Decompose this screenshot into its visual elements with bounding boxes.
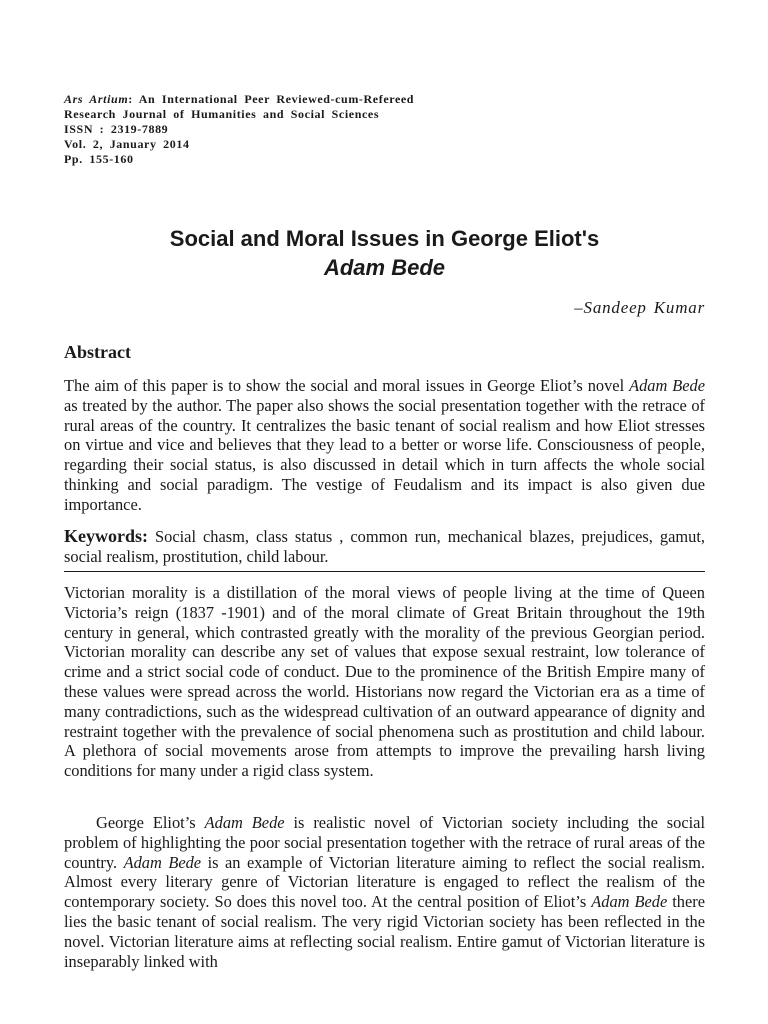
body-p2-novel-title-3: Adam Bede <box>591 892 668 912</box>
paper-author: –Sandeep Kumar <box>574 298 705 317</box>
journal-name: Ars Artium <box>64 92 129 106</box>
body-p2-part-b: is realistic novel of Victorian society including the social problem of highlighting the poor social presentation together with the retrace of rural areas of the country. <box>64 813 706 872</box>
paper-title <box>64 224 705 282</box>
journal-issn: ISSN : 2319-7889 <box>64 122 169 136</box>
journal-volume: Vol. 2, January 2014 <box>64 137 190 151</box>
body-p2-novel-title-2: Adam Bede <box>123 852 202 872</box>
keywords-label: Keywords: <box>64 526 148 546</box>
journal-subtitle-line: Research Journal of Humanities and Social Sciences <box>64 107 380 121</box>
body-paragraph-2 <box>64 813 705 971</box>
abstract-text-part2: as treated by the author. The paper also shows the social presentation together with the retrace of rural areas of the country. It centralizes the basic tenant of social realism and how Eliot stresses on virtue and vice and believes that they lead to a better or worse life. Consciousness of people, regarding their social status, is also discussed in detail which in turn affects the whole social thinking and social paradigm. The vestige of Feudalism and its impact is also given due importance. <box>64 395 705 514</box>
abstract-text <box>64 376 705 515</box>
body-p2-part-c: is an example of Victorian literature aiming to reflect the social realism. Almost every literary genre of Victorian literature is engaged to reflect the realism of the contemporary society. So does this novel too. At the central position of Eliot’s <box>64 852 705 912</box>
paper-title-line2: Adam Bede <box>323 255 446 280</box>
abstract-novel-title: Adam Bede <box>629 376 705 395</box>
body-p2-part-a: George Eliot’s <box>96 813 205 832</box>
journal-header <box>64 92 414 167</box>
abstract-heading: Abstract <box>64 342 131 362</box>
body-p2-novel-title-1: Adam Bede <box>204 813 285 832</box>
body-paragraph-1: Victorian morality is a distillation of the moral views of people living at the time of Queen Victoria’s reign (1837 -1901) and of the moral climate of Great Britain throughout the 19th century in general, which contrasted greatly with the morality of the previous Georgian period. Victorian morality can describe any set of values that expose sexual restraint, low tolerance of crime and a strict social code of conduct. Due to the prominence of the British Empire many of these values were spread across the world. Historians now regard the Victorian era as a time of many contradictions, such as the widespread cultivation of an outward appearance of dignity and restraint together with the prevalence of social phenomena such as prostitution and child labour. A plethora of social movements arose from attempts to improve the prevailing harsh living conditions for many under a rigid class system. <box>64 583 705 781</box>
keywords-section <box>64 527 705 572</box>
journal-name-suffix: : An International Peer Reviewed-cum-Refereed <box>128 92 415 106</box>
journal-title-line <box>64 92 414 107</box>
abstract-text-part1: The aim of this paper is to show the social and moral issues in George Eliot’s novel <box>64 376 630 395</box>
paper-title-line1: Social and Moral Issues in George Eliot's <box>169 226 600 251</box>
keywords-text: Social chasm, class status , common run, mechanical blazes, prejudices, gamut, social realism, prostitution, child labour. <box>64 527 705 566</box>
body-p2-part-d: there lies the basic tenant of social realism. The very rigid Victorian society has been reflected in the novel. Victorian literature aims at reflecting social realism. Entire gamut of Victorian literature is inseparably linked with <box>64 892 705 971</box>
journal-pages: Pp. 155-160 <box>64 152 134 166</box>
